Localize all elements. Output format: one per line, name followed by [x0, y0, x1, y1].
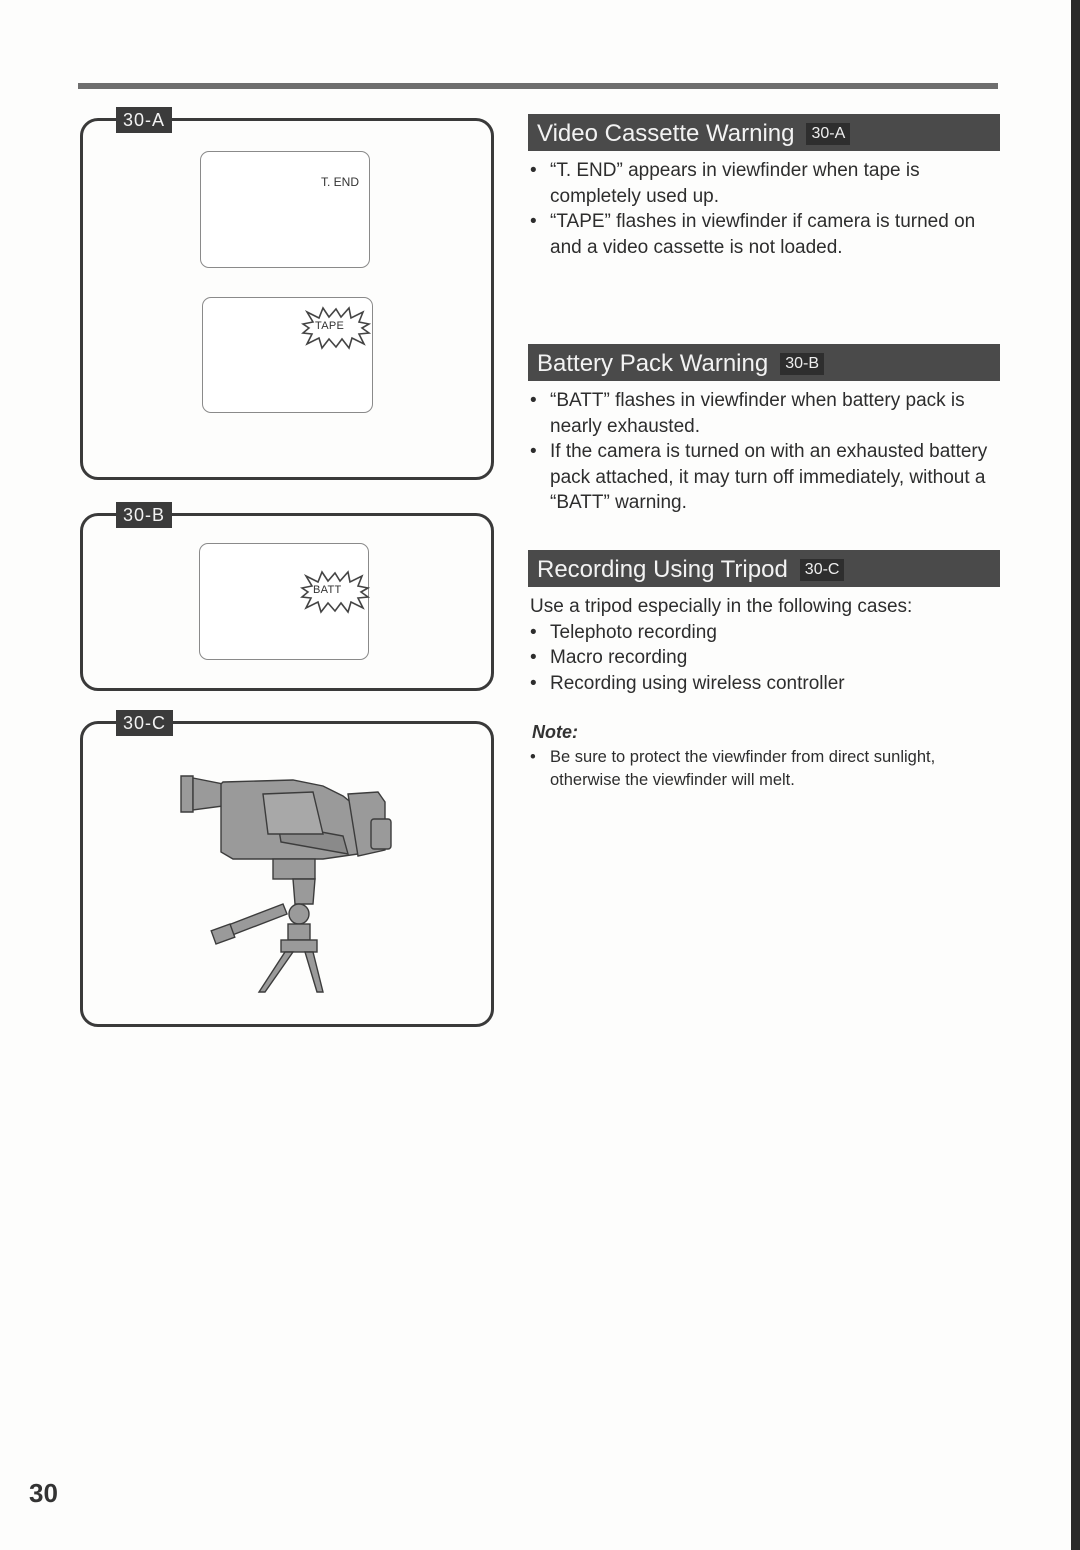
recording-using-tripod-body [530, 594, 1002, 696]
bullet-item: • “BATT” flashes in viewfinder when battery pack is nearly exhausted. [530, 388, 1002, 439]
page-number: 30 [29, 1478, 58, 1508]
bullet-item: • If the camera is turned on with an exhausted battery pack attached, it may turn off immediately, without a “BATT” warning. [530, 439, 1002, 516]
camcorder-on-tripod-illustration [173, 764, 413, 994]
figure-30-a [80, 110, 494, 480]
section-intro: Use a tripod especially in the following cases: [530, 596, 913, 617]
figure-30-c [80, 713, 494, 1027]
top-rule [78, 83, 998, 89]
bullet-item: • Macro recording [530, 645, 1002, 671]
figure-tag: 30-A [116, 107, 172, 133]
bullet-item: • “TAPE” flashes in viewfinder if camera is turned on and a video cassette is not loaded. [530, 209, 1002, 260]
section-title: Battery Pack Warning [537, 350, 769, 378]
note-title: Note: [532, 722, 578, 742]
section-header-battery-pack-warning [528, 344, 1000, 381]
indicator-tape: TAPE [315, 320, 345, 332]
note-body [530, 746, 1002, 792]
indicator-t-end: T. END [320, 175, 359, 189]
viewfinder-tend [200, 151, 370, 268]
section-tag: 30-C [800, 559, 845, 581]
figure-tag: 30-C [116, 710, 173, 736]
bullet-item: • Be sure to protect the viewfinder from direct sunlight, otherwise the viewfinder will melt. [530, 746, 1002, 792]
section-header-recording-using-tripod [528, 550, 1000, 587]
figure-30-b [80, 505, 494, 691]
bullet-item: • “T. END” appears in viewfinder when tape is completely used up. [530, 158, 1002, 209]
viewfinder-tape [202, 297, 373, 413]
section-title: Video Cassette Warning [537, 120, 795, 148]
page-edge-shadow [1071, 0, 1080, 1550]
section-tag: 30-B [780, 353, 824, 375]
viewfinder-batt [199, 543, 369, 660]
indicator-batt: BATT [313, 584, 342, 596]
section-header-video-cassette-warning [528, 114, 1000, 151]
video-cassette-warning-body [530, 158, 1002, 260]
figure-tag: 30-B [116, 502, 172, 528]
battery-pack-warning-body [530, 388, 1002, 516]
section-title: Recording Using Tripod [537, 556, 788, 584]
bullet-item: • Telephoto recording [530, 620, 1002, 646]
section-tag: 30-A [806, 123, 850, 145]
bullet-item: • Recording using wireless controller [530, 671, 1002, 697]
